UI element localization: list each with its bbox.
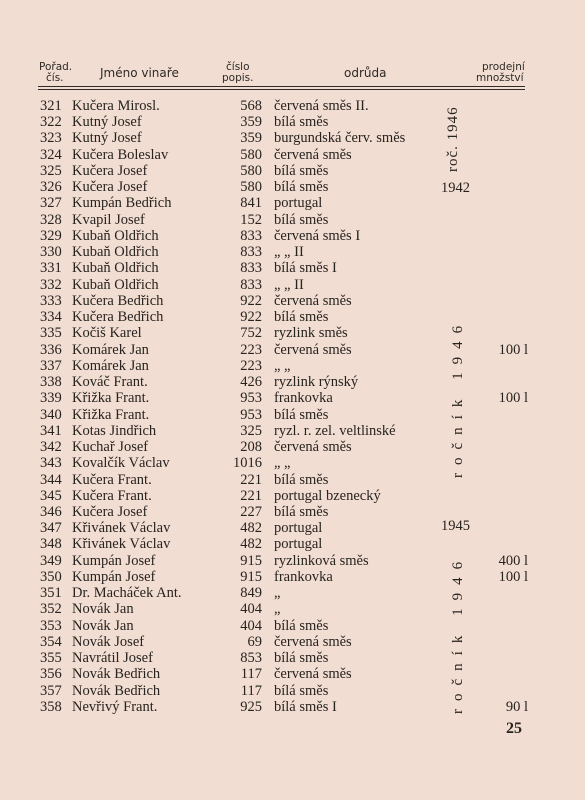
table-row — [0, 553, 585, 569]
header-quantity-line2: množství — [476, 72, 524, 84]
row-number: 342 — [40, 439, 62, 456]
header-number-line1: číslo — [226, 61, 250, 73]
vintner-name: Kubaň Oldřich — [72, 244, 159, 261]
sale-quantity: 100 l — [498, 341, 528, 358]
table-row — [0, 407, 585, 423]
house-number: 359 — [240, 114, 262, 131]
row-number: 331 — [40, 260, 62, 277]
house-number: 359 — [240, 130, 262, 147]
vintner-name: Kučera Boleslav — [72, 146, 169, 163]
vintner-name: Novák Jan — [72, 617, 134, 634]
table-row — [0, 212, 585, 228]
wine-variety: bílá směs — [274, 617, 329, 634]
margin-note-roc-1946: roč. 1946 — [445, 106, 461, 172]
row-number: 350 — [40, 568, 62, 585]
header-number-line2: popis. — [222, 72, 254, 84]
house-number: 69 — [247, 633, 262, 650]
vintner-name: Kumpán Josef — [72, 568, 156, 585]
vintner-name: Kučera Frant. — [72, 471, 152, 488]
table-row — [0, 342, 585, 358]
row-number: 322 — [40, 114, 62, 131]
row-number: 356 — [40, 666, 62, 683]
wine-variety: ryzlink rýnský — [274, 374, 359, 391]
house-number: 221 — [240, 487, 262, 504]
vintner-name: Kumpán Bedřich — [72, 195, 172, 212]
vintner-name: Kutný Josef — [72, 114, 142, 131]
row-number: 336 — [40, 341, 62, 358]
row-number: 334 — [40, 309, 62, 326]
row-number: 333 — [40, 292, 62, 309]
table-row — [0, 585, 585, 601]
row-number: 327 — [40, 195, 62, 212]
header-order-line2: čís. — [46, 72, 64, 84]
row-number: 344 — [40, 471, 62, 488]
wine-variety: bílá směs — [274, 179, 329, 196]
house-number: 580 — [240, 146, 262, 163]
wine-variety: ryzlink směs — [274, 325, 348, 342]
table-row — [0, 683, 585, 699]
table-row — [0, 130, 585, 146]
table-row — [0, 325, 585, 341]
wine-variety: červená směs I — [274, 227, 361, 244]
house-number: 426 — [240, 374, 262, 391]
table-row — [0, 423, 585, 439]
house-number: 325 — [240, 422, 262, 439]
vintner-name: Komárek Jan — [72, 357, 149, 374]
house-number: 953 — [240, 406, 262, 423]
vintner-name: Kučera Mirosl. — [72, 98, 160, 114]
wine-variety: „ „ — [274, 455, 291, 472]
row-number: 351 — [40, 585, 62, 602]
table-row — [0, 277, 585, 293]
table-row — [0, 163, 585, 179]
vintner-name: Kočiš Karel — [72, 325, 142, 342]
house-number: 404 — [240, 617, 262, 634]
vintner-name: Novák Jan — [72, 601, 134, 618]
sale-quantity: 100 l — [498, 568, 528, 585]
table-row — [0, 618, 585, 634]
house-number: 853 — [240, 650, 262, 667]
house-number: 915 — [240, 568, 262, 585]
vintner-name: Kováč Frant. — [72, 374, 148, 391]
row-number: 329 — [40, 227, 62, 244]
margin-note-1945: 1945 — [441, 518, 470, 534]
vintner-name: Kučera Bedřich — [72, 292, 164, 309]
house-number: 833 — [240, 260, 262, 277]
row-number: 326 — [40, 179, 62, 196]
table-row — [0, 536, 585, 552]
wine-variety: „ „ II — [274, 276, 304, 293]
vintner-name: Kvapil Josef — [72, 211, 145, 228]
table-row — [0, 634, 585, 650]
wine-variety: bílá směs — [274, 504, 329, 520]
wine-variety: bílá směs — [274, 211, 329, 228]
house-number: 833 — [240, 227, 262, 244]
wine-variety: bílá směs — [274, 406, 329, 423]
house-number: 152 — [240, 211, 262, 228]
row-number: 323 — [40, 130, 62, 147]
vintner-name: Komárek Jan — [72, 341, 149, 358]
row-number: 346 — [40, 504, 62, 520]
wine-variety: frankovka — [274, 390, 333, 407]
table-row — [0, 455, 585, 471]
row-number: 340 — [40, 406, 62, 423]
row-number: 339 — [40, 390, 62, 407]
house-number: 404 — [240, 601, 262, 618]
table-row — [0, 358, 585, 374]
table-row — [0, 390, 585, 406]
row-number: 321 — [40, 98, 62, 114]
vintner-name: Dr. Macháček Ant. — [72, 585, 182, 602]
house-number: 841 — [240, 195, 262, 212]
wine-variety: červená směs — [274, 146, 352, 163]
vintner-name: Nevřivý Frant. — [72, 698, 158, 715]
table-row — [0, 601, 585, 617]
header-rule-bottom — [38, 89, 525, 90]
wine-variety: červená směs — [274, 439, 352, 456]
wine-variety: bílá směs — [274, 114, 329, 131]
vintner-name: Kuchař Josef — [72, 439, 149, 456]
row-number: 330 — [40, 244, 62, 261]
row-number: 325 — [40, 162, 62, 179]
table-row — [0, 228, 585, 244]
header-rule-top — [38, 86, 525, 87]
house-number: 580 — [240, 162, 262, 179]
row-number: 353 — [40, 617, 62, 634]
margin-note-rocnik-1946-lower: ročník 1946 — [450, 553, 466, 714]
vintner-name: Křižka Frant. — [72, 406, 150, 423]
house-number: 208 — [240, 439, 262, 456]
table-row — [0, 293, 585, 309]
wine-variety: červená směs — [274, 341, 352, 358]
vintner-name: Kučera Bedřich — [72, 309, 164, 326]
table-row — [0, 569, 585, 585]
house-number: 925 — [240, 698, 262, 715]
vintner-name: Kubaň Oldřich — [72, 227, 159, 244]
house-number: 1016 — [233, 455, 262, 472]
row-number: 348 — [40, 536, 62, 553]
wine-variety: portugal bzenecký — [274, 487, 381, 504]
house-number: 221 — [240, 471, 262, 488]
vintner-name: Křivánek Václav — [72, 536, 171, 553]
header-variety: odrůda — [344, 66, 387, 80]
table-row — [0, 650, 585, 666]
table-row — [0, 504, 585, 520]
house-number: 482 — [240, 536, 262, 553]
row-number: 352 — [40, 601, 62, 618]
table-row — [0, 147, 585, 163]
wine-variety: ryzlinková směs — [274, 552, 369, 569]
row-number: 349 — [40, 552, 62, 569]
table-row — [0, 195, 585, 211]
row-number: 338 — [40, 374, 62, 391]
vintner-name: Novák Bedřich — [72, 682, 161, 699]
row-number: 347 — [40, 520, 62, 537]
wine-variety: „ „ — [274, 357, 291, 374]
house-number: 922 — [240, 309, 262, 326]
wine-variety: červená směs — [274, 633, 352, 650]
wine-variety: bílá směs — [274, 309, 329, 326]
house-number: 580 — [240, 179, 262, 196]
house-number: 833 — [240, 276, 262, 293]
house-number: 227 — [240, 504, 262, 520]
sale-quantity: 100 l — [498, 390, 528, 407]
row-number: 355 — [40, 650, 62, 667]
vintner-name: Kovalčík Václav — [72, 455, 170, 472]
table-row — [0, 244, 585, 260]
vintner-name: Kubaň Oldřich — [72, 276, 159, 293]
row-number: 335 — [40, 325, 62, 342]
wine-variety: portugal — [274, 195, 323, 212]
table-row — [0, 666, 585, 682]
vintner-name: Navrátil Josef — [72, 650, 153, 667]
header-name: Jméno vinaře — [100, 66, 179, 80]
house-number: 833 — [240, 244, 262, 261]
vintner-name: Kutný Josef — [72, 130, 142, 147]
wine-variety: bílá směs — [274, 162, 329, 179]
table-row — [0, 488, 585, 504]
header-order-line1: Pořad. — [39, 61, 73, 73]
vintner-name: Křižka Frant. — [72, 390, 150, 407]
margin-note-1942: 1942 — [441, 180, 470, 196]
vintner-name: Kučera Josef — [72, 504, 148, 520]
row-number: 337 — [40, 357, 62, 374]
vintner-name: Kotas Jindřich — [72, 422, 157, 439]
wine-variety: „ — [274, 601, 281, 618]
row-number: 341 — [40, 422, 62, 439]
page-number: 25 — [506, 720, 522, 737]
sale-quantity: 90 l — [505, 698, 528, 715]
wine-variety: bílá směs — [274, 682, 329, 699]
house-number: 482 — [240, 520, 262, 537]
margin-note-rocnik-1946-upper: ročník 1946 — [450, 317, 466, 478]
vintner-name: Kučera Josef — [72, 162, 148, 179]
wine-variety: frankovka — [274, 568, 333, 585]
vintner-name: Křivánek Václav — [72, 520, 171, 537]
row-number: 343 — [40, 455, 62, 472]
wine-variety: portugal — [274, 536, 323, 553]
wine-variety: červená směs — [274, 666, 352, 683]
wine-variety: červená směs — [274, 292, 352, 309]
table-row — [0, 114, 585, 130]
row-number: 324 — [40, 146, 62, 163]
table-row — [0, 179, 585, 195]
row-number: 354 — [40, 633, 62, 650]
table-row — [0, 260, 585, 276]
row-number: 345 — [40, 487, 62, 504]
wine-variety: bílá směs — [274, 650, 329, 667]
table-row — [0, 472, 585, 488]
table-row — [0, 439, 585, 455]
wine-variety: portugal — [274, 520, 323, 537]
vintner-name: Novák Bedřich — [72, 666, 161, 683]
house-number: 223 — [240, 341, 262, 358]
wine-variety: „ — [274, 585, 281, 602]
wine-variety: bílá směs — [274, 471, 329, 488]
house-number: 953 — [240, 390, 262, 407]
table-row — [0, 520, 585, 536]
sale-quantity: 400 l — [498, 552, 528, 569]
house-number: 849 — [240, 585, 262, 602]
vintner-name: Kučera Frant. — [72, 487, 152, 504]
table-row — [0, 374, 585, 390]
row-number: 357 — [40, 682, 62, 699]
house-number: 223 — [240, 357, 262, 374]
wine-variety: bílá směs I — [274, 260, 337, 277]
row-number: 358 — [40, 698, 62, 715]
row-number: 328 — [40, 211, 62, 228]
house-number: 915 — [240, 552, 262, 569]
wine-variety: burgundská červ. směs — [274, 130, 406, 147]
wine-variety: červená směs II. — [274, 98, 369, 114]
vintner-name: Kumpán Josef — [72, 552, 156, 569]
header-quantity-line1: prodejní — [482, 61, 525, 73]
house-number: 922 — [240, 292, 262, 309]
wine-variety: bílá směs I — [274, 698, 337, 715]
table-row — [0, 309, 585, 325]
wine-variety: ryzl. r. zel. veltlinské — [274, 422, 396, 439]
house-number: 752 — [240, 325, 262, 342]
table-row — [0, 699, 585, 715]
row-number: 332 — [40, 276, 62, 293]
house-number: 568 — [240, 98, 262, 114]
vintner-name: Kučera Josef — [72, 179, 148, 196]
table-row — [0, 98, 585, 114]
vintner-name: Novák Josef — [72, 633, 145, 650]
vintner-name: Kubaň Oldřich — [72, 260, 159, 277]
wine-variety: „ „ II — [274, 244, 304, 261]
house-number: 117 — [240, 682, 262, 699]
house-number: 117 — [240, 666, 262, 683]
